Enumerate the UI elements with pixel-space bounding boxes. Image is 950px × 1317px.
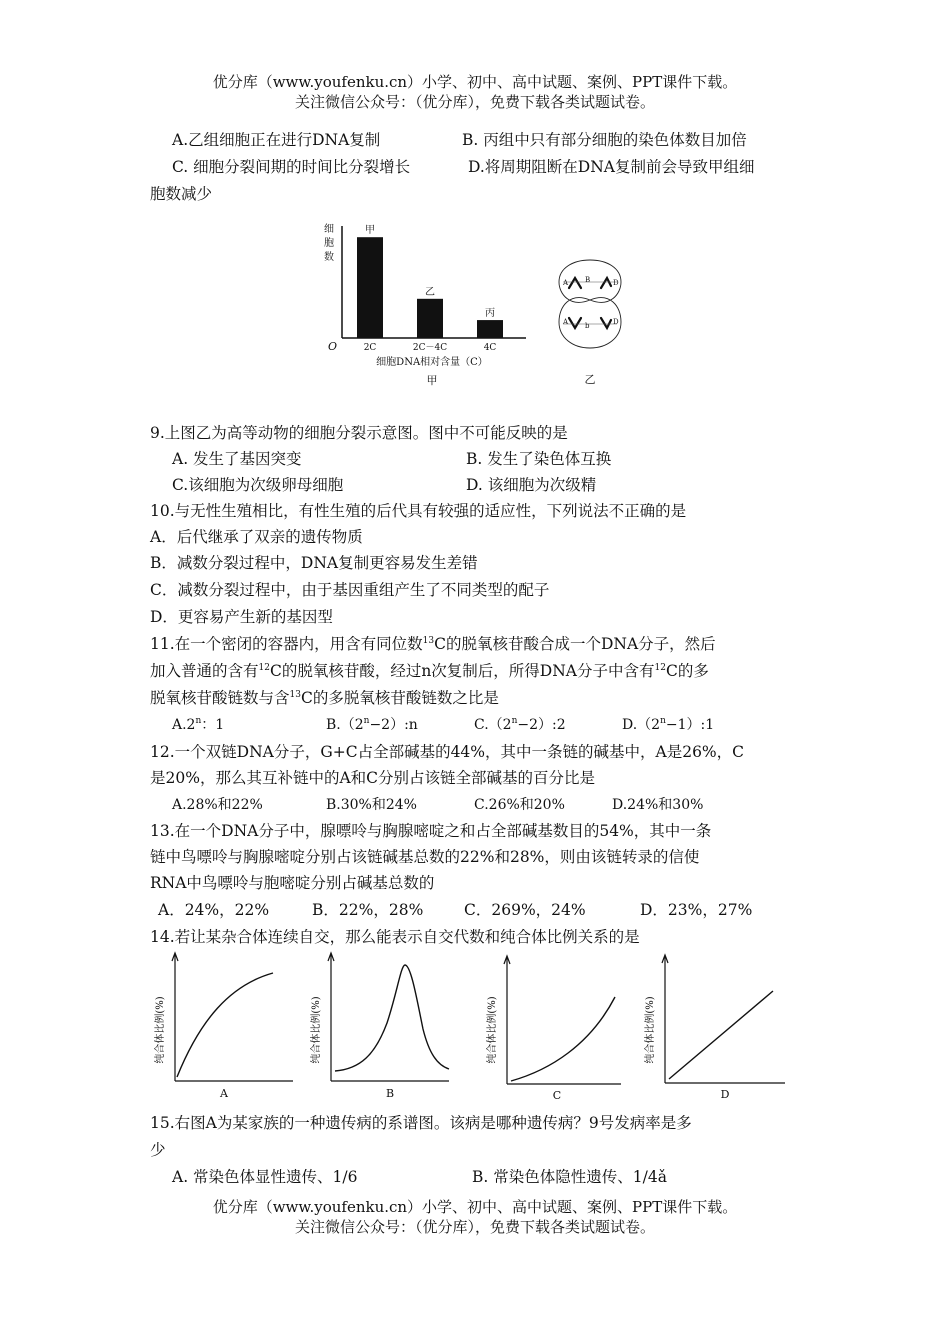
q13-line-1: 13.在一个DNA分子中，腺嘌呤与胸腺嘧啶之和占全部碱基数目的54%，其中一条 <box>150 822 712 840</box>
jia-tick-label-3: 4C <box>483 343 497 353</box>
q10-option-a: A．后代继承了双亲的遗传物质 <box>150 528 363 546</box>
q8-option-b: B. 丙组中只有部分细胞的染色体数目加倍 <box>462 131 747 149</box>
jia-caption: 甲 <box>426 374 438 387</box>
q8-option-a: A.乙组细胞正在进行DNA复制 <box>172 131 381 149</box>
yi-chromosome-lower-right <box>601 318 611 328</box>
q14-graph-c <box>485 956 621 1102</box>
q15-line-1: 15.右图A为某家族的一种遗传病的系谱图。该病是哪种遗传病？9号发病率是多 <box>150 1114 692 1132</box>
jia-bar-label-2: 乙 <box>425 286 435 298</box>
q14-graph-b <box>309 953 449 1100</box>
jia-y-label-char-1: 细 <box>324 224 334 235</box>
q11-option-b: $B.(2^n-2):n$ <box>326 716 418 733</box>
jia-y-axis-label <box>324 223 334 263</box>
q10-option-d: D．更容易产生新的基因型 <box>150 608 333 626</box>
figure-jia-bar-chart <box>316 218 536 390</box>
jia-x-axis-label: 细胞DNA相对含量（C） <box>376 357 488 368</box>
q9-stem: 9.上图乙为高等动物的细胞分裂示意图。图中不可能反映的是 <box>150 424 568 442</box>
yi-chromosome-lower-left <box>569 318 581 328</box>
q15-option-a: A. 常染色体显性遗传、1/6 <box>172 1168 358 1186</box>
q9-option-b: B. 发生了染色体互换 <box>466 450 612 468</box>
q14-graph-a-label: A <box>220 1087 228 1100</box>
q8-option-c: C. 细胞分裂间期的时间比分裂增长 <box>172 158 411 176</box>
yi-gene-label-d-upper: D <box>613 279 619 287</box>
q14-graph-c-y-label: 纯合体比例(%) <box>487 996 498 1064</box>
yi-caption: 乙 <box>584 373 596 386</box>
jia-bar-label-3: 丙 <box>485 308 495 320</box>
q14-stem: 14.若让某杂合体连续自交，那么能表示自交代数和纯合体比例关系的是 <box>150 928 640 946</box>
q11-line-2: 加入普通的含有$^{12}$C的脱氧核苷酸，经过n次复制后，所得DNA分子中含有$^{12}$C的多 <box>150 662 709 680</box>
yi-chromosome-upper-right <box>601 278 611 288</box>
jia-origin: O <box>328 340 338 353</box>
q11-option-d: $D.(2^n-1):1$ <box>622 716 715 733</box>
q14-graph-a <box>153 953 293 1100</box>
jia-tick-label-2: 2C－4C <box>412 343 448 353</box>
q12-line-1: 12.一个双链DNA分子，G+C占全部碱基的44%，其中一条链的碱基中，A是26%，C <box>150 743 745 761</box>
yi-gene-label-b-lower: b <box>585 322 590 330</box>
q12-option-a: A.28%和22% <box>172 797 263 813</box>
q13-option-b: B．22%，28% <box>312 901 424 919</box>
q11-option-a: A.2$^n$：1 <box>172 716 225 733</box>
q13-line-2: 链中鸟嘌呤与胸腺嘧啶分别占该链碱基总数的22%和28%，则由该链转录的信使 <box>150 848 700 866</box>
footer-line-2: 关注微信公众号：（优分库），免费下载各类试题试卷。 <box>294 1218 655 1236</box>
q12-option-d: D.24%和30% <box>612 797 704 813</box>
jia-bar-2 <box>417 299 443 338</box>
q14-graph-d-label: D <box>720 1088 730 1101</box>
q12-option-b: B.30%和24% <box>326 797 417 813</box>
q12-option-c: C.26%和20% <box>474 797 565 813</box>
q14-graph-b-y-label: 纯合体比例(%) <box>311 996 322 1064</box>
figure-yi-cell-diagram <box>555 258 625 390</box>
jia-y-label-char-2: 胞 <box>324 238 334 249</box>
header-line-1: 优分库（www.youfenku.cn）小学、初中、高中试题、案例、PPT课件下载。 <box>212 73 738 91</box>
yi-gene-label-a-upper: A <box>563 279 569 287</box>
q8-option-d-continued: 胞数减少 <box>150 185 213 203</box>
q10-option-c: C．减数分裂过程中，由于基因重组产生了不同类型的配子 <box>150 581 550 599</box>
jia-y-label-char-3: 数 <box>324 252 334 263</box>
q11-option-c: $C.(2^n-2):2$ <box>474 716 566 733</box>
jia-bar-1 <box>357 237 383 338</box>
q14-graph-c-curve <box>511 997 615 1081</box>
q14-graph-d-y-label: 纯合体比例(%) <box>645 996 656 1064</box>
q9-option-c: C.该细胞为次级卵母细胞 <box>172 476 344 494</box>
q14-graph-a-y-label: 纯合体比例(%) <box>155 996 166 1064</box>
q14-graph-d-line <box>669 991 773 1079</box>
q11-line-1: 11.在一个密闭的容器内，用含有同位数$^{13}$C的脱氧核苷酸合成一个DNA分子，然后 <box>150 635 716 653</box>
q8-option-d: D.将周期阻断在DNA复制前会导致甲组细 <box>468 158 755 176</box>
q13-option-d: D．23%，27% <box>640 901 753 919</box>
jia-bar-label-1: 甲 <box>365 225 375 237</box>
yi-gene-label-b-upper: B <box>585 276 591 284</box>
q14-graph-c-label: C <box>552 1089 562 1102</box>
q14-graph-b-label: B <box>385 1087 395 1100</box>
q14-graph-d <box>643 955 785 1101</box>
yi-gene-label-a-lower: A <box>563 318 569 326</box>
q9-option-d: D. 该细胞为次级精 <box>466 476 597 494</box>
footer-line-1: 优分库（www.youfenku.cn）小学、初中、高中试题、案例、PPT课件下载。 <box>212 1198 738 1216</box>
q14-graph-a-curve <box>177 973 273 1077</box>
q15-option-b: B. 常染色体隐性遗传、1/4ǎ <box>472 1168 667 1186</box>
jia-tick-label-1: 2C <box>363 343 377 353</box>
q11-line-3: 脱氧核苷酸链数与含$^{13}$C的多脱氧核苷酸链数之比是 <box>150 689 499 707</box>
q10-stem: 10.与无性生殖相比，有性生殖的后代具有较强的适应性，下列说法不正确的是 <box>150 502 687 520</box>
yi-gene-label-d-lower: D <box>613 318 619 326</box>
header-line-2: 关注微信公众号：（优分库），免费下载各类试题试卷。 <box>294 93 655 111</box>
jia-bar-3 <box>477 320 503 338</box>
q15-line-2: 少 <box>150 1141 166 1159</box>
q13-option-a: A．24%，22% <box>158 901 270 919</box>
q13-option-c: C．269%，24% <box>464 901 586 919</box>
q14-graphs <box>145 945 815 1105</box>
yi-chromosome-upper-left <box>569 278 581 288</box>
q10-option-b: B．减数分裂过程中，DNA复制更容易发生差错 <box>150 554 478 572</box>
q12-line-2: 是20%，那么其互补链中的A和C分别占该链全部碱基的百分比是 <box>150 769 596 787</box>
yi-cell-outline <box>559 260 621 348</box>
q14-graph-b-curve <box>335 965 449 1071</box>
q9-option-a: A. 发生了基因突变 <box>172 450 302 468</box>
q13-line-3: RNA中鸟嘌呤与胞嘧啶分别占碱基总数的 <box>150 874 435 892</box>
